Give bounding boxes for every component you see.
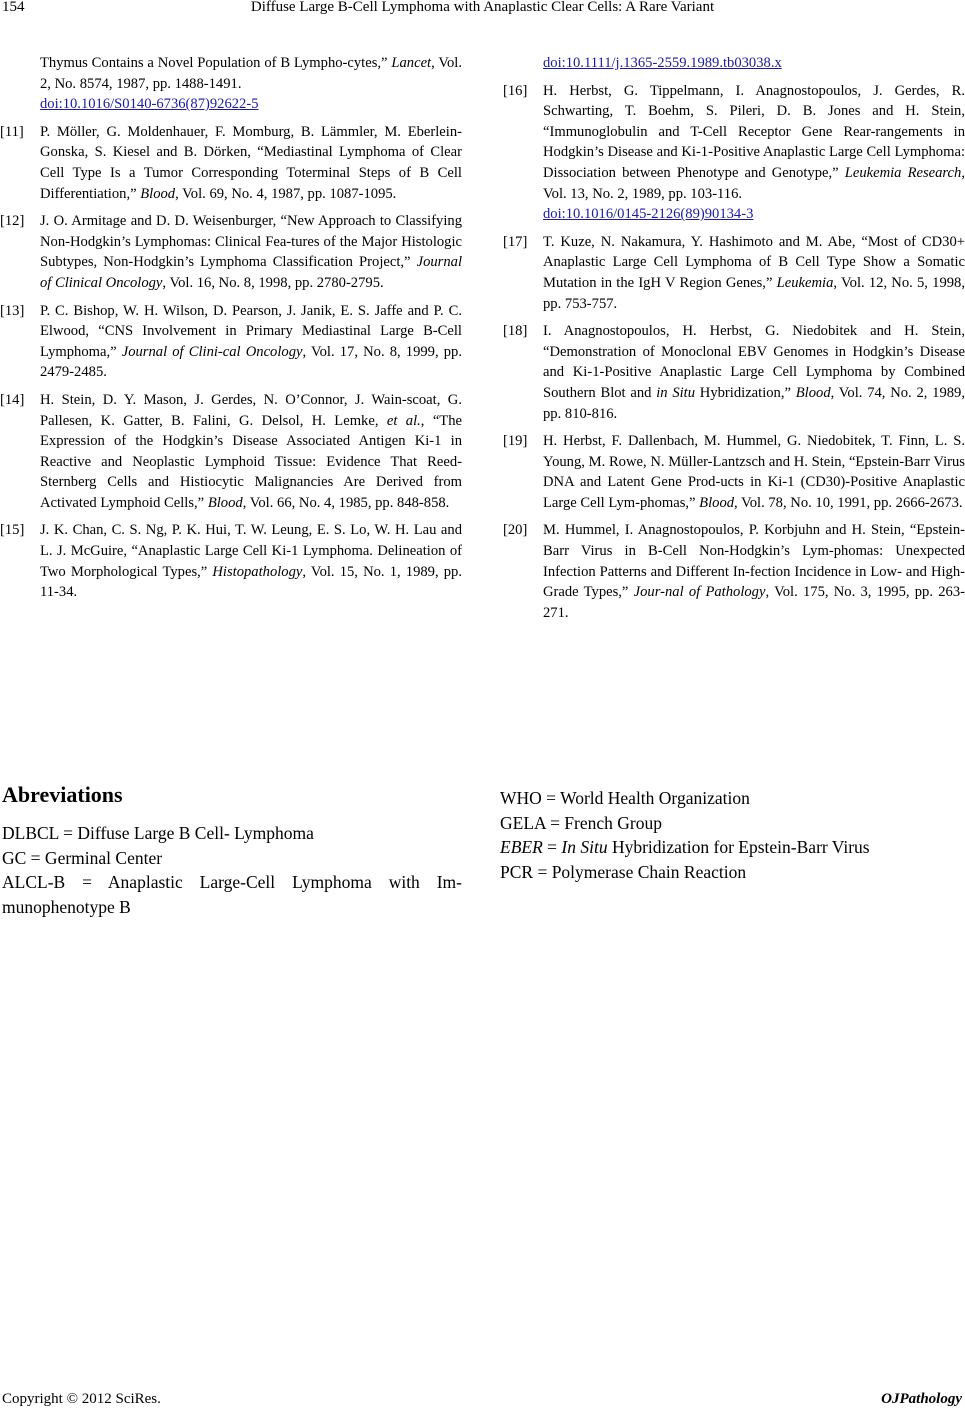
- references-right-column: [503, 53, 965, 630]
- journal-name: Blood: [699, 494, 735, 511]
- reference-number: [13]: [0, 302, 25, 319]
- reference-continuation: [503, 53, 965, 74]
- abbreviations-left: [2, 821, 462, 919]
- journal-name: Blood: [207, 494, 243, 511]
- reference-number: [12]: [0, 213, 25, 230]
- journal-name: Blood: [795, 384, 831, 401]
- references-left-column: [0, 53, 462, 610]
- reference-number: [19]: [503, 433, 528, 450]
- reference-number: [15]: [0, 522, 25, 539]
- page-header: [0, 0, 965, 20]
- reference-14: [14] H. Stein, D. Y. Mason, J. Gerdes, N. O’Connor, J. Wain-scoat, G. Pallesen, K. Gatter, B. Falini, G. Delsol, H. Lemke, et al., “The Expression of the Hodgkin’s Disease Associated Antigen Ki-1 in Reactive and Neoplastic Lymphoid Tissue: Evidence That Reed-Sternberg Cells and Histiocytic Malignancies Are Derived from Activated Lymphoid Cells,” Blood, Vol. 66, No. 4, 1985, pp. 848-858.: [0, 391, 462, 511]
- copyright-notice: Copyright © 2012 SciRes.: [2, 1391, 161, 1407]
- doi-link[interactable]: doi:10.1111/j.1365-2559.1989.tb03038.x: [543, 55, 782, 71]
- journal-name-footer: OJPathology: [881, 1391, 962, 1407]
- journal-name: Leukemia Research: [844, 164, 962, 181]
- doi-link[interactable]: doi:10.1016/S0140-6736(87)92622-5: [40, 96, 259, 113]
- page-number: 154: [2, 0, 25, 15]
- reference-continuation: Thymus Contains a Novel Population of B Lympho-cytes,” Lancet, Vol. 2, No. 8574, 1987, pp. 1488-1491. doi:10.1016/S0140-6736(87)92622-5: [40, 55, 462, 113]
- journal-name: Histopathology: [212, 563, 303, 580]
- abbreviation-eber: EBER = In Situ Hybridization for Epstein-Barr Virus: [500, 837, 870, 857]
- abbreviation-gc: GC = Germinal Center: [2, 847, 163, 868]
- journal-name: Journal of Clini-cal Oncology: [121, 343, 303, 360]
- abbreviations-heading: Abreviations: [2, 782, 123, 807]
- journal-name: Blood: [140, 185, 176, 202]
- reference-number: [11]: [0, 123, 24, 140]
- reference-18: [18] I. Anagnostopoulos, H. Herbst, G. Niedobitek and H. Stein, “Demonstration of Monoclonal EBV Genomes in Hodgkin’s Disease and Ki-1-Positive Anaplastic Large Cell Lymphoma by Combined Southern Blot and in Situ Hybridization,” Blood, Vol. 74, No. 2, 1989, pp. 810-816.: [503, 323, 965, 422]
- reference-number: [18]: [503, 323, 528, 340]
- journal-name: Leukemia: [776, 274, 834, 291]
- doi-link[interactable]: doi:10.1016/0145-2126(89)90134-3: [543, 206, 754, 223]
- abbreviation-alcl-b: ALCL-B = Anaplastic Large-Cell Lymphoma with Im-munophenotype B: [2, 872, 462, 917]
- reference-number: [17]: [503, 233, 528, 250]
- reference-13: [13] P. C. Bishop, W. H. Wilson, D. Pearson, J. Janik, E. S. Jaffe and P. C. Elwood, “CNS Involvement in Primary Mediastinal Large B-Cell Lymphoma,” Journal of Clini-cal Oncology, Vol. 17, No. 8, 1999, pp. 2479-2485.: [0, 302, 462, 381]
- abbreviation-dlbcl: DLBCL = Diffuse Large B Cell- Lymphoma: [2, 823, 314, 843]
- reference-12: [12] J. O. Armitage and D. D. Weisenburger, “New Approach to Classifying Non-Hodgkin’s Lymphomas: Clinical Fea-tures of the Major Histologic Subtypes, Non-Hodgkin’s Lymphoma Classification Project,” Journal of Clinical Oncology, Vol. 16, No. 8, 1998, pp. 2780-2795.: [0, 213, 462, 291]
- et-al: et al.: [386, 412, 421, 429]
- journal-name: Lancet: [391, 55, 432, 71]
- reference-number: [14]: [0, 391, 25, 408]
- journal-name: Journal of Clinical Oncology: [40, 254, 462, 291]
- in-situ-term: in Situ: [656, 384, 696, 401]
- reference-19: [19] H. Herbst, F. Dallenbach, M. Hummel, G. Niedobitek, T. Finn, L. S. Young, M. Rowe, N. Müller-Lantzsch and H. Stein, “Epstein-Barr Virus DNA and Latent Gene Prod-ucts in Ki-1 (CD30)-Positive Anaplastic Large Cell Lym-phomas,” Blood, Vol. 78, No. 10, 1991, pp. 2666-2673.: [503, 433, 965, 511]
- reference-16: [16] H. Herbst, G. Tippelmann, I. Anagnostopoulos, J. Gerdes, R. Schwarting, T. Boehm, S. Pileri, D. B. Jones and H. Stein, “Immunoglobulin and T-Cell Receptor Gene Rear-rangements in Hodgkin’s Disease and Ki-1-Positive Anaplastic Large Cell Lymphoma: Dissociation between Phenotype and Genotype,” Leukemia Research, Vol. 13, No. 2, 1989, pp. 103-116. doi:10.1016/0145-2126(89)90134-3: [503, 82, 965, 223]
- abbreviation-who: WHO = World Health Organization: [500, 788, 750, 808]
- abbreviation-gela: GELA = French Group: [500, 812, 662, 833]
- running-title: Diffuse Large B-Cell Lymphoma with Anaplastic Clear Cells: A Rare Variant: [250, 0, 715, 15]
- abbreviations-right: [500, 786, 960, 884]
- reference-20: [20] M. Hummel, I. Anagnostopoulos, P. Korbjuhn and H. Stein, “Epstein-Barr Virus in B-Cell Non-Hodgkin’s Lym-phomas: Unexpected Infection Patterns and Different In-fection Incidence in Low- and High-Grade Types,” Jour-nal of Pathology, Vol. 175, No. 3, 1995, pp. 263-271.: [503, 522, 965, 621]
- abbreviation-pcr: PCR = Polymerase Chain Reaction: [500, 861, 747, 882]
- reference-15: [15] J. K. Chan, C. S. Ng, P. K. Hui, T. W. Leung, E. S. Lo, W. H. Lau and L. J. McGuire, “Anaplastic Large Cell Ki-1 Lymphoma. Delineation of Two Morphological Types,” Histopathology, Vol. 15, No. 1, 1989, pp. 11-34.: [0, 522, 463, 601]
- reference-number: [20]: [503, 522, 528, 539]
- journal-name: Jour-nal of Pathology: [633, 584, 766, 601]
- reference-number: [16]: [503, 82, 528, 99]
- reference-11: [11] P. Möller, G. Moldenhauer, F. Momburg, B. Lämmler, M. Eberlein-Gonska, S. Kiesel and B. Dörken, “Mediastinal Lymphoma of Clear Cell Type Is a Tumor Corresponding Toterminal Steps of B Cell Differentiation,” Blood, Vol. 69, No. 4, 1987, pp. 1087-1095.: [0, 123, 462, 202]
- reference-17: [17] T. Kuze, N. Nakamura, Y. Hashimoto and M. Abe, “Most of CD30+ Anaplastic Large Cell Lymphoma of B Cell Type Show a Somatic Mutation in the IgH V Region Genes,” Leukemia, Vol. 12, No. 5, 1998, pp. 753-757.: [503, 233, 965, 312]
